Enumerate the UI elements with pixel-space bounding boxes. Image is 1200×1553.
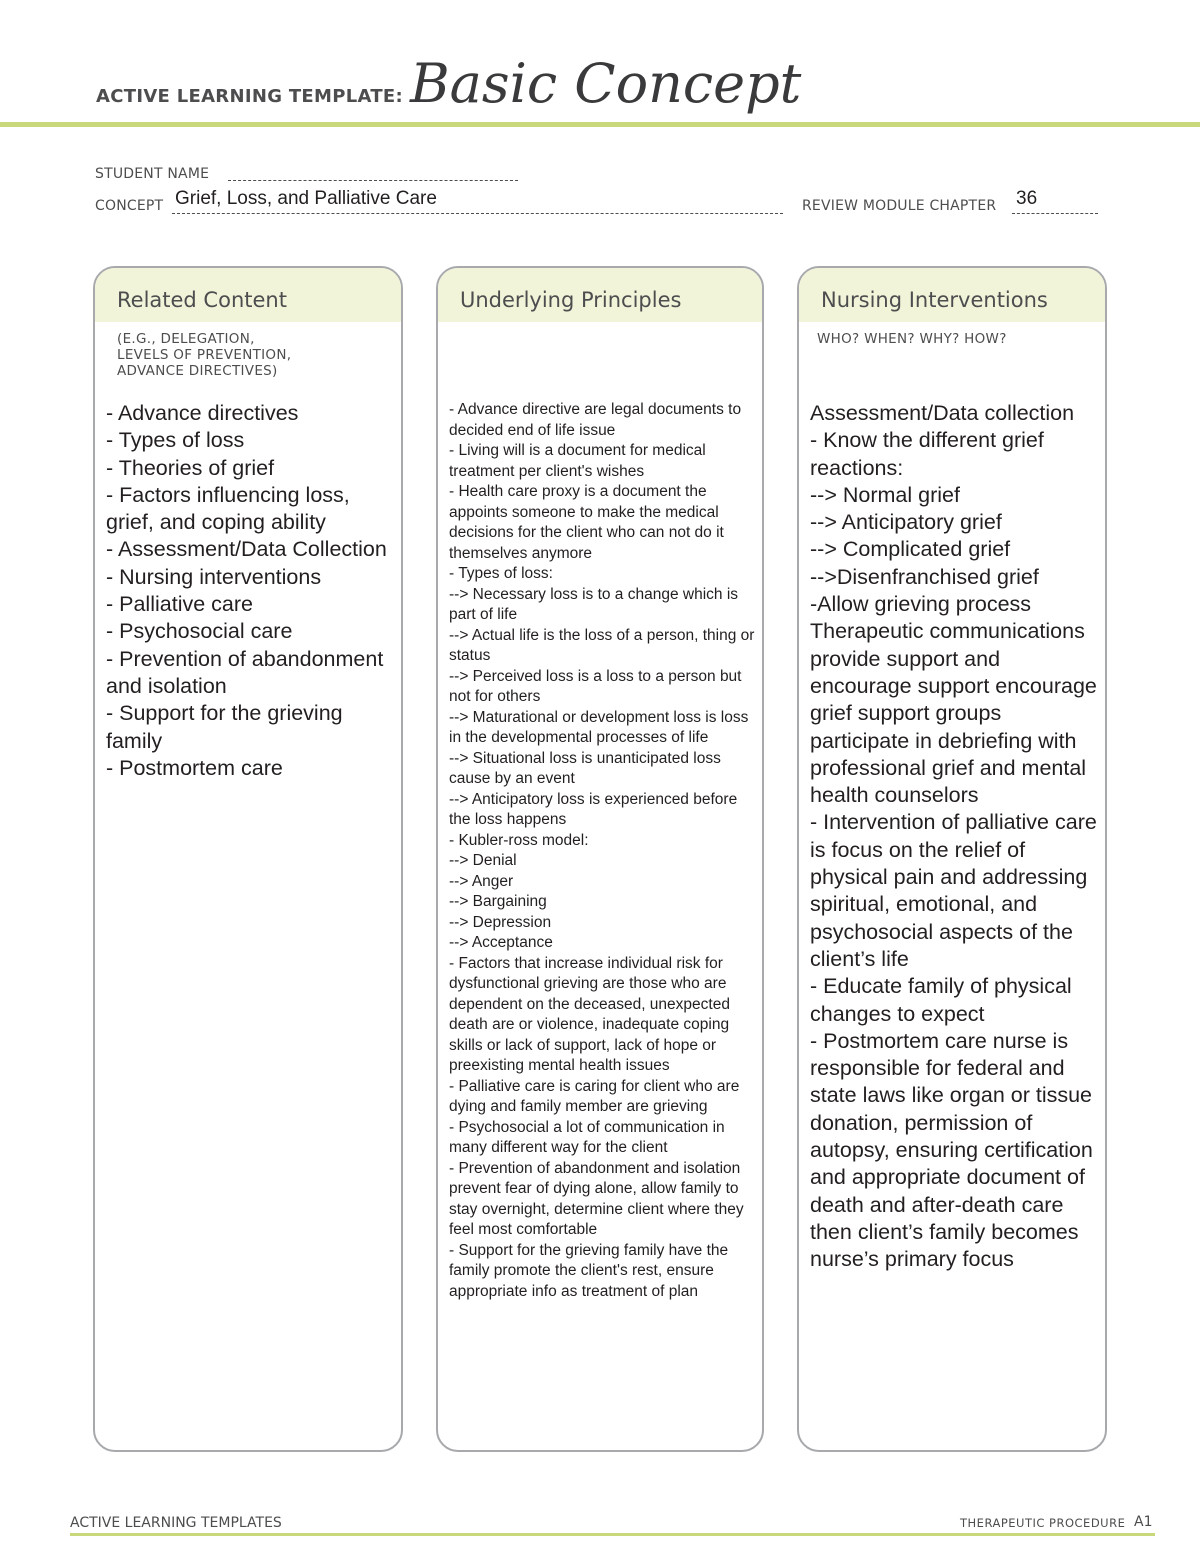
header-label: ACTIVE LEARNING TEMPLATE: <box>96 86 403 107</box>
underlying-principles-header <box>438 268 762 325</box>
student-name-label: STUDENT NAME <box>95 166 210 182</box>
related-content-header <box>95 268 401 325</box>
review-module-label: REVIEW MODULE CHAPTER <box>802 198 997 214</box>
footer-rule <box>70 1533 1155 1536</box>
review-module-field[interactable] <box>1012 213 1098 214</box>
footer-section: THERAPEUTIC PROCEDURE <box>960 1516 1126 1530</box>
concept-label: CONCEPT <box>95 198 164 214</box>
nursing-interventions-header <box>799 268 1105 325</box>
underlying-principles-body[interactable]: - Advance directive are legal documents to decided end of life issue - Living will is a document for medical treatment per client's wishes - Health care proxy is a document the appoints someone to make the medical decisions for the client who can not do it themselves anymore - Types of loss: --> Necessary loss is to a change which is part of life --> Actual life is the loss of a person, thing or status --> Perceived loss is a loss to a person but not for others --> Maturational or development loss is loss in the developmental processes of life --> Situational loss is unanticipated loss cause by an event --> Anticipatory loss is experienced before the loss happens - Kubler-ross model: --> Denial --> Anger --> Bargaining --> Depression --> Acceptance - Factors that increase individual risk for dysfunctional grieving are those who are dependent on the deceased, unexpected death are or violence, inadequate coping skills or lack of support, lack of hope or preexisting mental health issues - Palliative care is caring for client who are dying and family member are grieving - Psychosocial a lot of communication in many different way for the client - Prevention of abandonment and isolation prevent fear of dying alone, allow family to stay overnight, determine client where they feel most comfortable - Support for the grieving family have the family promote the client's rest, ensure appropriate info as treatment of plan <box>449 401 755 1300</box>
review-module-value: 36 <box>1016 188 1038 209</box>
nursing-interventions-subtitle: WHO? WHEN? WHY? HOW? <box>817 331 1007 347</box>
student-name-field[interactable] <box>228 180 518 181</box>
concept-value: Grief, Loss, and Palliative Care <box>175 188 437 209</box>
concept-field[interactable] <box>172 213 783 214</box>
nursing-interventions-body[interactable]: Assessment/Data collection - Know the different grief reactions: --> Normal grief --> Anticipatory grief --> Complicated grief -->Disenfranchised grief -Allow grieving process Therapeutic communications provide support and encourage support encourage grief support groups participate in debriefing with professional grief and mental health counselors - Intervention of palliative care is focus on the relief of physical pain and addressing spiritual, emotional, and psychosocial aspects of the client’s life - Educate family of physical changes to expect - Postmortem care nurse is responsible for federal and state laws like organ or tissue donation, permission of autopsy, ensuring certification and appropriate document of death and after-death care then client’s family becomes nurse’s primary focus <box>810 401 1097 1272</box>
nursing-interventions-box <box>797 266 1107 1452</box>
underlying-principles-title: Underlying Principles <box>460 288 682 312</box>
related-content-subtitle: (E.G., DELEGATION, LEVELS OF PREVENTION, ADVANCE DIRECTIVES) <box>117 331 292 379</box>
related-content-title: Related Content <box>117 288 287 312</box>
footer-page-number: A1 <box>1134 1514 1153 1530</box>
footer-title: ACTIVE LEARNING TEMPLATES <box>70 1515 282 1531</box>
nursing-interventions-title: Nursing Interventions <box>821 288 1048 312</box>
underlying-principles-box <box>436 266 764 1452</box>
template-title: Basic Concept <box>410 52 802 115</box>
related-content-body[interactable]: - Advance directives - Types of loss - Theories of grief - Factors influencing loss, grief, and coping ability - Assessment/Data Collection - Nursing interventions - Palliative care - Psychosocial care - Prevention of abandonment and isolation - Support for the grieving family - Postmortem care <box>106 401 387 780</box>
header-rule <box>0 122 1200 127</box>
related-content-box <box>93 266 403 1452</box>
